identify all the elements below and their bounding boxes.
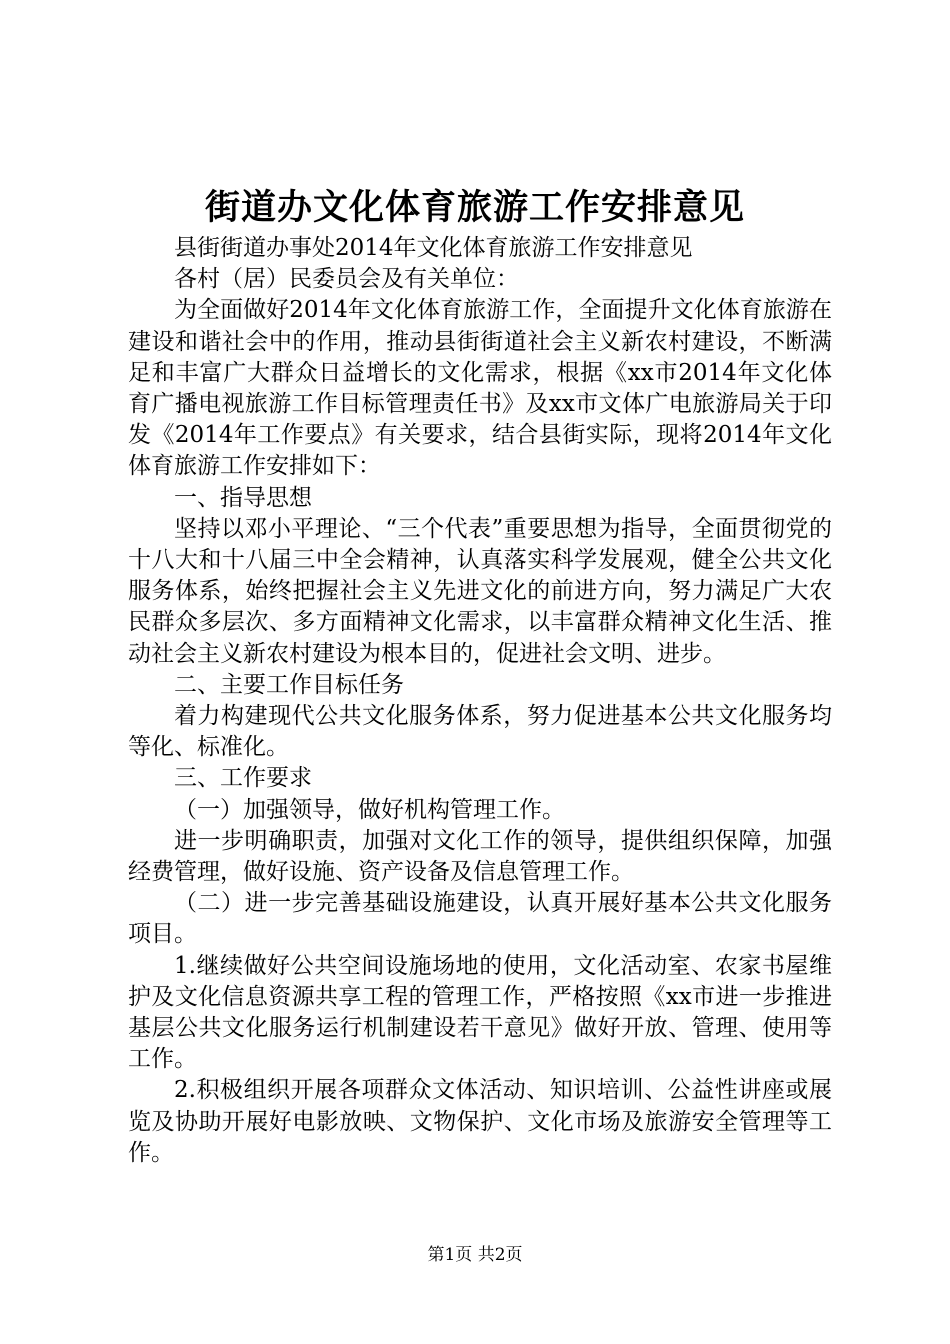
paragraph-guiding-ideology: 坚持以邓小平理论、“三个代表”重要思想为指导，全面贯彻党的十八大和十八届三中全会精神，认真落实科学发展观，健全公共文化服务体系，始终把握社会主义先进文化的前进方向，努力满足广大农民群众多层次、多方面精神文化需求，以丰富群众精神文化生活、推动社会主义新农村建设为根本目的，促进社会文明、进步。 bbox=[128, 515, 832, 667]
document-title: 街道办文化体育旅游工作安排意见 bbox=[204, 187, 745, 228]
paragraph-subtitle: 县街街道办事处2014年文化体育旅游工作安排意见 bbox=[174, 235, 693, 261]
paragraph-intro: 为全面做好2014年文化体育旅游工作，全面提升文化体育旅游在建设和谐社会中的作用，推动县街街道社会主义新农村建设，不断满足和丰富广大群众日益增长的文化需求，根据《xx市2014年文化体育广播电视旅游工作目标管理责任书》及xx市文体广电旅游局关于印发《2014年工作要点》有关要求，结合县街实际，现将2014年文化体育旅游工作安排如下： bbox=[128, 297, 832, 480]
section-heading-main-goals: 二、主要工作目标任务 bbox=[174, 671, 404, 698]
subsection-heading-leadership: （一）加强领导，做好机构管理工作。 bbox=[174, 796, 565, 823]
section-heading-work-requirements: 三、工作要求 bbox=[174, 765, 312, 792]
list-item-2: 2.积极组织开展各项群众文体活动、知识培训、公益性讲座或展览及协助开展好电影放映、文物保护、文化市场及旅游安全管理等工作。 bbox=[128, 1077, 832, 1166]
list-item-1: 1.继续做好公共空间设施场地的使用，文化活动室、农家书屋维护及文化信息资源共享工程的管理工作，严格按照《xx市进一步推进基层公共文化服务运行机制建设若干意见》做好开放、管理、使用等工作。 bbox=[128, 952, 832, 1073]
page-number-footer: 第1页 共2页 bbox=[427, 1245, 523, 1265]
document-body bbox=[128, 233, 832, 1169]
subsection-heading-infrastructure: （二）进一步完善基础设施建设，认真开展好基本公共文化服务项目。 bbox=[128, 890, 832, 948]
section-heading-guiding-ideology: 一、指导思想 bbox=[174, 484, 312, 511]
paragraph-main-goals: 着力构建现代公共文化服务体系，努力促进基本公共文化服务均等化、标准化。 bbox=[128, 703, 832, 761]
paragraph-leadership: 进一步明确职责，加强对文化工作的领导，提供组织保障，加强经费管理，做好设施、资产设备及信息管理工作。 bbox=[128, 827, 832, 886]
paragraph-addressee: 各村（居）民委员会及有关单位： bbox=[174, 266, 519, 293]
